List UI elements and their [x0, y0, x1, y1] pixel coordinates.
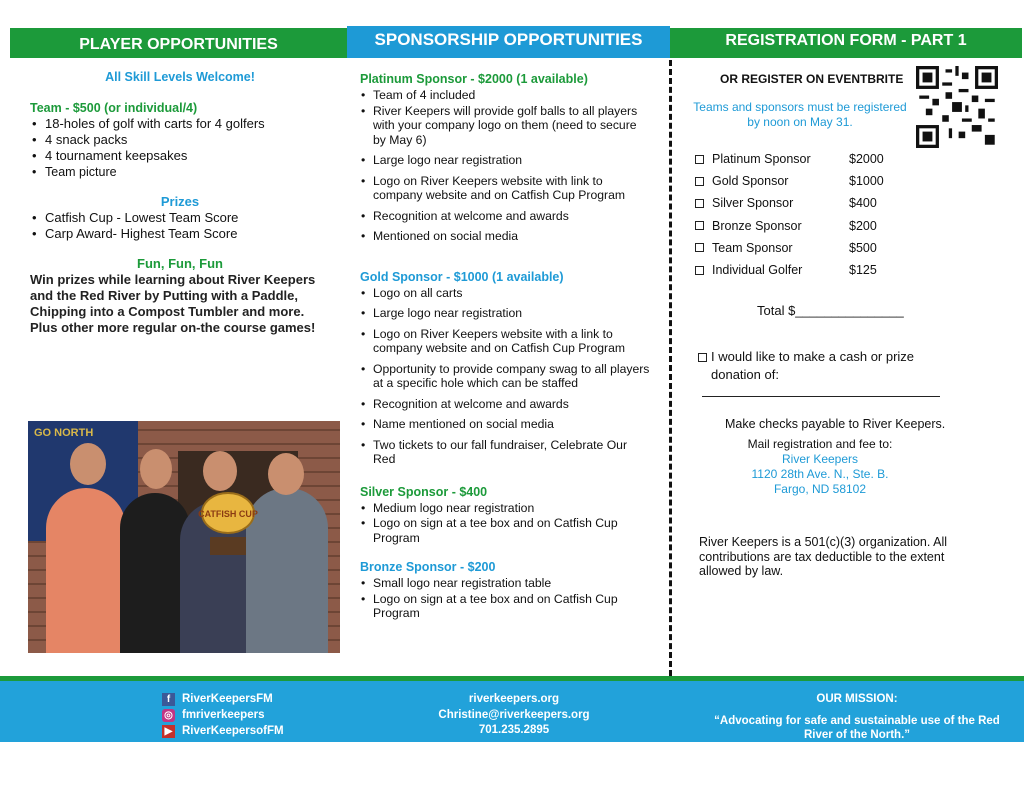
- list-item: • Two tickets to our fall fundraiser, Celebrate Our Red: [360, 438, 650, 467]
- facebook-icon: f: [162, 693, 175, 706]
- option-name: Platinum Sponsor: [712, 152, 811, 167]
- youtube-handle: RiverKeepersofFM: [182, 725, 284, 737]
- prizes-list: [30, 210, 330, 242]
- mail-address: [690, 437, 950, 497]
- website-link[interactable]: riverkeepers.org: [468, 693, 560, 705]
- list-item: • Logo on all carts: [360, 286, 650, 301]
- instagram-handle: fmriverkeepers: [182, 709, 265, 721]
- option-individual[interactable]: [690, 259, 1010, 281]
- gold-heading: Gold Sponsor - $1000 (1 available): [360, 269, 564, 284]
- option-team[interactable]: [690, 237, 1010, 259]
- footer: [0, 676, 1024, 742]
- list-item: • Logo on sign at a tee box and on Catfish Cup Program: [360, 592, 650, 621]
- option-bronze[interactable]: [690, 215, 1010, 237]
- email-link[interactable]: Christine@riverkeepers.org: [438, 708, 590, 721]
- mission-statement: [712, 692, 1002, 742]
- option-silver[interactable]: [690, 192, 1010, 214]
- prizes-heading: Prizes: [160, 194, 200, 209]
- silver-list: [360, 501, 650, 546]
- donation-label: I would like to make a cash or prize donation of:: [711, 349, 915, 383]
- golfer-1: [46, 488, 126, 653]
- facebook-handle: RiverKeepersFM: [182, 693, 273, 705]
- golfer-3-head: [203, 451, 237, 491]
- list-item: • 4 tournament keepsakes: [30, 148, 330, 164]
- gold-list: [360, 286, 650, 467]
- silver-heading: Silver Sponsor - $400: [360, 484, 488, 499]
- total-field[interactable]: Total $_______________: [757, 303, 904, 319]
- list-item: • Name mentioned on social media: [360, 417, 650, 432]
- mission-text: “Advocating for safe and sustainable use of the Red River of the North.”: [714, 715, 1000, 741]
- list-item: • Opportunity to provide company swag to all players at a specific hole which can be staffed: [360, 362, 650, 391]
- go-north-banner: GO NORTH: [28, 421, 138, 541]
- list-item: • Carp Award- Highest Team Score: [30, 226, 330, 242]
- youtube-link[interactable]: [162, 723, 284, 739]
- list-item: • Large logo near registration: [360, 153, 650, 168]
- eventbrite-label: OR REGISTER ON EVENTBRITE: [720, 72, 904, 86]
- list-item: • Recognition at welcome and awards: [360, 397, 650, 412]
- list-item: • Catfish Cup - Lowest Team Score: [30, 210, 330, 226]
- checks-payable-note: Make checks payable to River Keepers.: [725, 417, 946, 432]
- list-item: • Small logo near registration table: [360, 576, 650, 591]
- golfer-2-head: [140, 449, 172, 489]
- sponsorship-opportunities-header: SPONSORSHIP OPPORTUNITIES: [347, 26, 670, 58]
- option-platinum[interactable]: [690, 148, 1010, 170]
- option-price: $2000: [849, 152, 884, 167]
- list-item: • Logo on River Keepers website with a link to company website and on Catfish Cup Program: [360, 327, 650, 356]
- checkbox[interactable]: [695, 155, 704, 164]
- registration-options: [690, 148, 1010, 281]
- skill-levels-subtitle: All Skill Levels Welcome!: [105, 70, 255, 84]
- list-item: • Team of 4 included: [360, 88, 650, 103]
- option-price: $125: [849, 263, 877, 278]
- player-column: [30, 70, 330, 336]
- instagram-link[interactable]: [162, 707, 284, 723]
- option-name: Bronze Sponsor: [712, 218, 802, 233]
- cut-line-divider: [669, 60, 672, 676]
- phone-number: 701.235.2895: [478, 724, 550, 736]
- mail-name: River Keepers: [781, 452, 859, 467]
- sponsorship-column: [360, 72, 650, 622]
- team-list: [30, 116, 330, 180]
- platinum-heading: Platinum Sponsor - $2000 (1 available): [360, 72, 588, 86]
- fun-description: Win prizes while learning about River Keepers and the Red River by Putting with a Paddle, Chipping into a Compost Tumbler and more. Plus other more regular on-the course games!: [30, 272, 316, 335]
- checkbox[interactable]: [698, 353, 707, 362]
- mail-street: 1120 28th Ave. N., Ste. B.: [751, 467, 889, 482]
- list-item: • Logo on River Keepers website with link to company website and on Catfish Cup Program: [360, 174, 650, 203]
- checkbox[interactable]: [695, 266, 704, 275]
- youtube-icon: ▶: [162, 725, 175, 738]
- checkbox[interactable]: [695, 221, 704, 230]
- option-price: $200: [849, 218, 877, 233]
- fun-heading: Fun, Fun, Fun: [137, 256, 223, 271]
- option-price: $500: [849, 240, 877, 255]
- bronze-list: [360, 576, 650, 621]
- trophy-label: CATFISH CUP: [198, 509, 258, 519]
- donation-line[interactable]: [702, 396, 940, 397]
- mail-city: Fargo, ND 58102: [773, 482, 867, 497]
- golfer-1-head: [70, 443, 106, 485]
- list-item: • Team picture: [30, 164, 330, 180]
- list-item: • Large logo near registration: [360, 306, 650, 321]
- list-item: • 18-holes of golf with carts for 4 golfers: [30, 116, 330, 132]
- registration-column: [690, 72, 1010, 579]
- list-item: • Medium logo near registration: [360, 501, 650, 516]
- list-item: • Recognition at welcome and awards: [360, 209, 650, 224]
- option-name: Team Sponsor: [712, 240, 793, 255]
- list-item: • Mentioned on social media: [360, 229, 650, 244]
- golfer-4-head: [268, 453, 304, 495]
- facebook-link[interactable]: [162, 691, 284, 707]
- registration-form-header: REGISTRATION FORM - PART 1: [670, 28, 1022, 58]
- catfish-cup-trophy: [188, 491, 268, 561]
- option-name: Gold Sponsor: [712, 174, 789, 189]
- contact-info: [434, 692, 594, 739]
- platinum-list: [360, 88, 650, 244]
- donation-option[interactable]: [698, 348, 1010, 384]
- list-item: • 4 snack packs: [30, 132, 330, 148]
- mission-heading: OUR MISSION:: [816, 693, 898, 705]
- checkbox[interactable]: [695, 199, 704, 208]
- team-heading: Team - $500 (or individual/4): [30, 101, 198, 115]
- list-item: • River Keepers will provide golf balls to all players with your company logo on them (need to secure by May 6): [360, 104, 650, 148]
- social-links: [162, 691, 284, 739]
- checkbox[interactable]: [695, 177, 704, 186]
- option-name: Silver Sponsor: [712, 196, 794, 211]
- option-gold[interactable]: [690, 170, 1010, 192]
- team-photo: [28, 421, 340, 653]
- checkbox[interactable]: [695, 243, 704, 252]
- nonprofit-note: River Keepers is a 501(c)(3) organization. All contributions are tax deductible to the extent allowed by law.: [699, 535, 948, 579]
- option-price: $400: [849, 196, 877, 211]
- list-item: • Logo on sign at a tee box and on Catfish Cup Program: [360, 516, 650, 545]
- instagram-icon: ◎: [162, 709, 175, 722]
- deadline-note: Teams and sponsors must be registered by noon on May 31.: [693, 100, 907, 129]
- bronze-heading: Bronze Sponsor - $200: [360, 560, 496, 574]
- option-price: $1000: [849, 174, 884, 189]
- mail-label: Mail registration and fee to:: [747, 437, 893, 452]
- player-opportunities-header: PLAYER OPPORTUNITIES: [10, 28, 347, 58]
- option-name: Individual Golfer: [712, 263, 803, 278]
